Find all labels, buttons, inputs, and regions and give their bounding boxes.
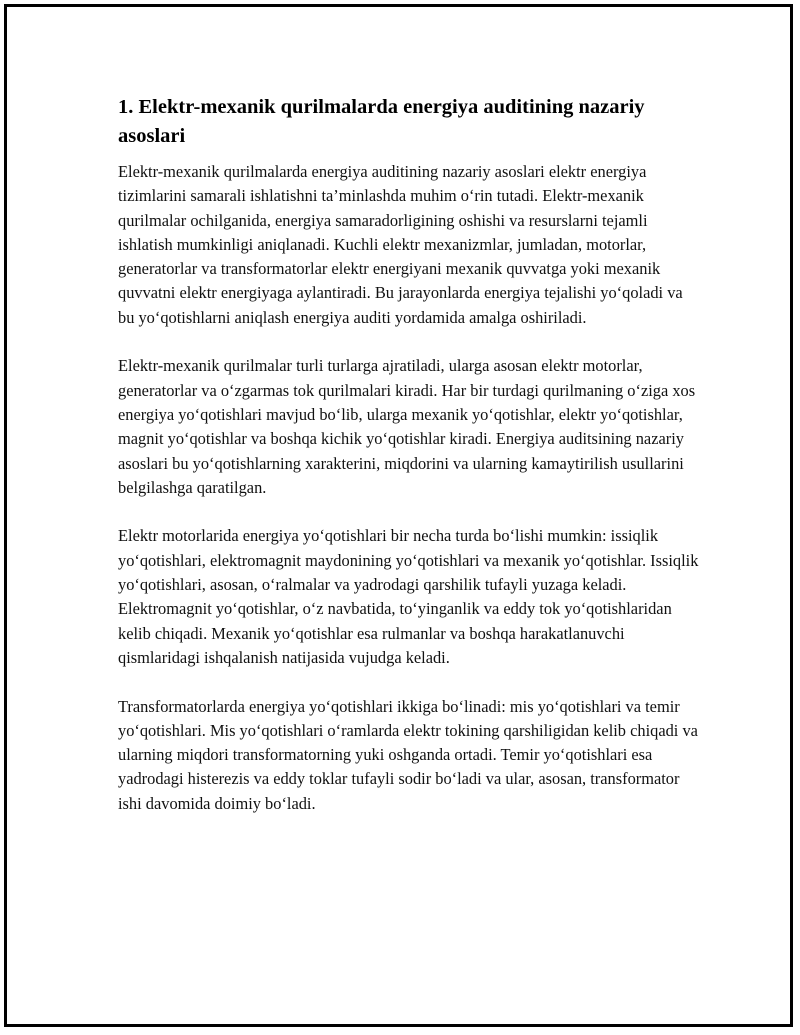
paragraph-1: Elektr-mexanik qurilmalarda energiya auditining nazariy asoslari elektr energiya tizimlarini samarali ishlatishni ta’minlashda muhim o‘rin tutadi. Elektr-mexanik qurilmalar ochilganida, energiya samaradorligining oshishi va resurslarni tejamli ishlatish mumkinligi aniqlanadi. Kuchli elektr mexanizmlar, jumladan, motorlar, generatorlar va transformatorlar elektr energiyani mexanik quvvatga yoki mexanik quvvatni elektr energiyaga aylantiradi. Bu jarayonlarda energiya tejalishi yo‘qoladi va bu yo‘qotishlarni aniqlash energiya auditi yordamida amalga oshiriladi. bbox=[118, 162, 683, 327]
section-heading: 1. Elektr-mexanik qurilmalarda energiya auditining nazariy asoslari bbox=[118, 96, 645, 147]
paragraph-4: Transformatorlarda energiya yo‘qotishlari ikkiga bo‘linadi: mis yo‘qotishlari va temir yo‘qotishlari. Mis yo‘qotishlari o‘ramlarda elektr tokining qarshiligidan kelib chiqadi va ularning miqdori transformatorning yuki oshganda ortadi. Temir yo‘qotishlari esa yadrodagi histerezis va eddy toklar tufayli sodir bo‘ladi va ular, asosan, transformator ishi davomida doimiy bo‘ladi. bbox=[118, 696, 698, 813]
document-content bbox=[118, 93, 703, 840]
paragraph-3: Elektr motorlarida energiya yo‘qotishlari bir necha turda bo‘lishi mumkin: issiqlik yo‘qotishlari, elektromagnit maydonining yo‘qotishlari va mexanik yo‘qotishlar. Issiqlik yo‘qotishlari, asosan, o‘ralmalar va yadrodagi qarshilik tufayli yuzaga keladi. Elektromagnit yo‘qotishlar, o‘z navbatida, to‘yinganlik va eddy tok yo‘qotishlaridan kelib chiqadi. Mexanik yo‘qotishlar esa rulmanlar va boshqa harakatlanuvchi qismlaridagi ishqalanish natijasida vujudga keladi. bbox=[118, 526, 699, 667]
paragraph-2: Elektr-mexanik qurilmalar turli turlarga ajratiladi, ularga asosan elektr motorlar, generatorlar va o‘zgarmas tok qurilmalari kiradi. Har bir turdagi qurilmaning o‘ziga xos energiya yo‘qotishlari mavjud bo‘lib, ularga mexanik yo‘qotishlar, elektr yo‘qotishlar, magnit yo‘qotishlar va boshqa kichik yo‘qotishlar kiradi. Energiya auditsining nazariy asoslari bu yo‘qotishlarning xarakterini, miqdorini va ularning kamaytirilish usullarini belgilashga qaratilgan. bbox=[118, 356, 696, 497]
